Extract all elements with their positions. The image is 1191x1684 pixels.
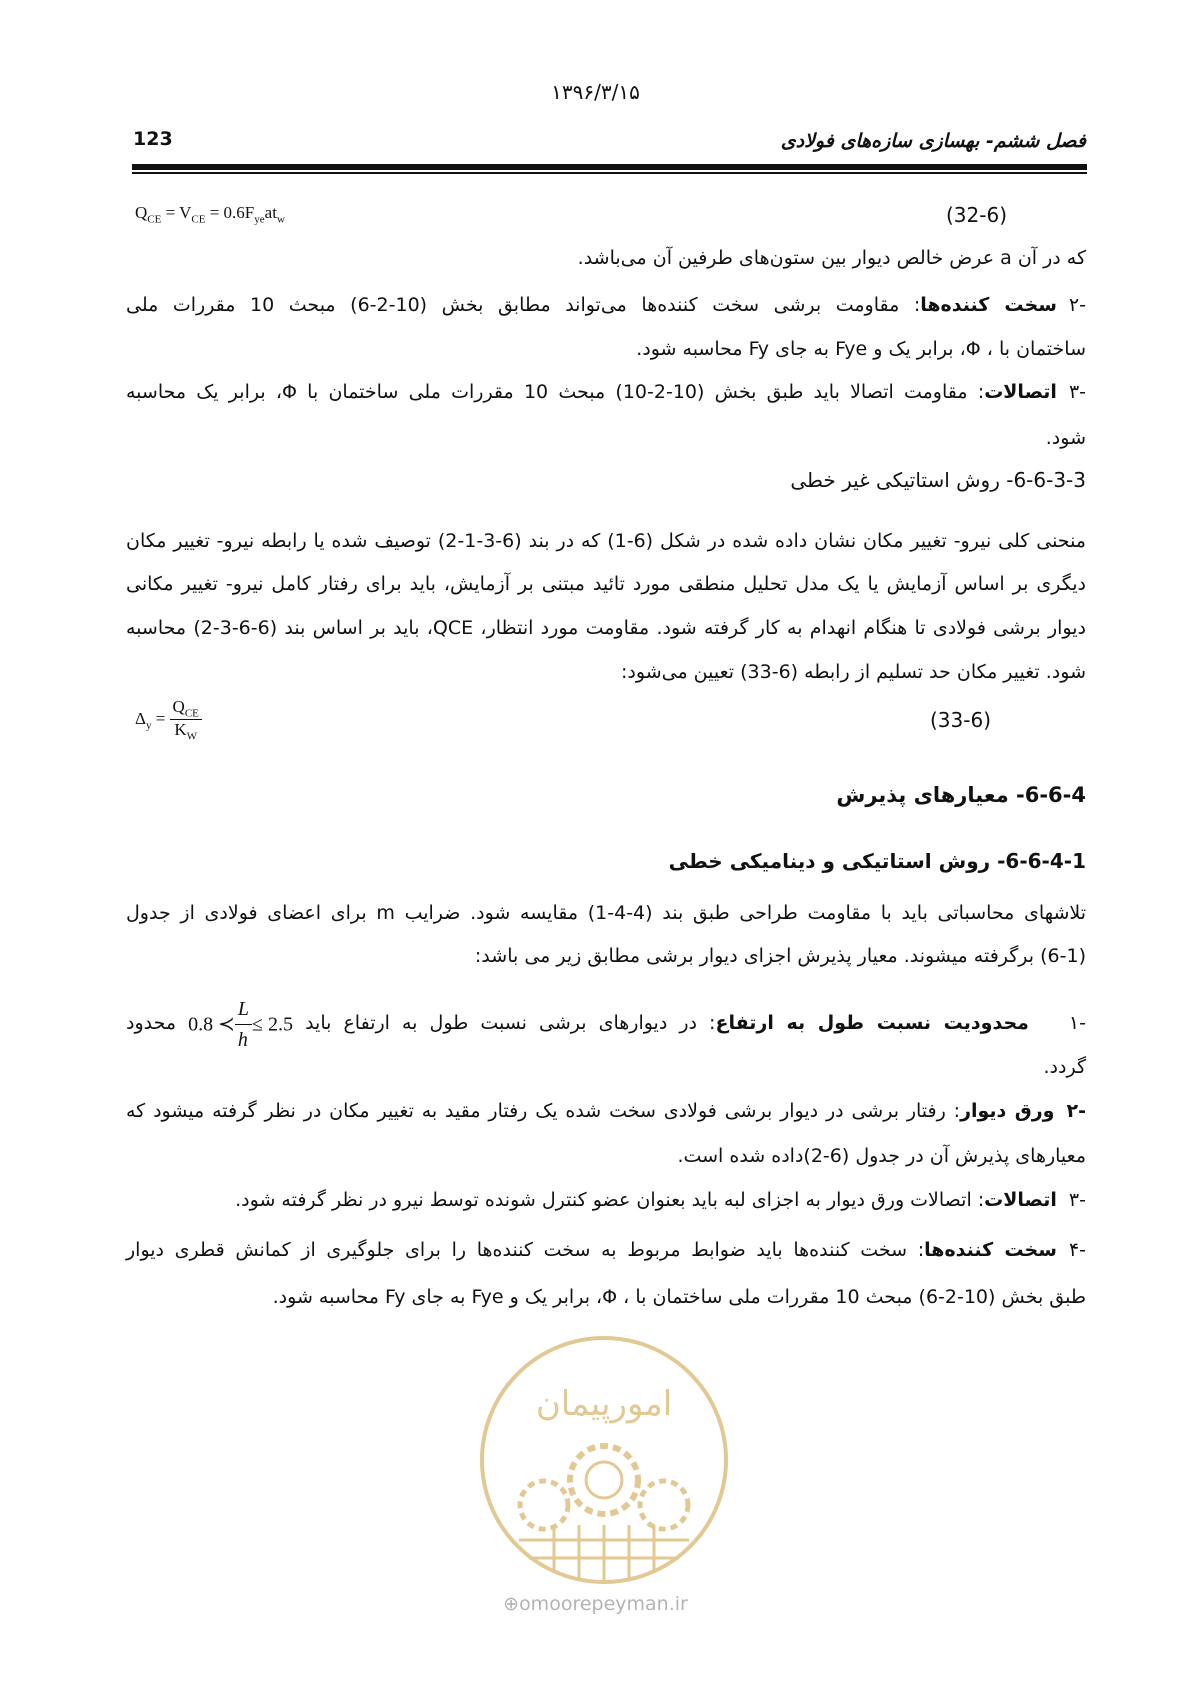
equation-33-6-fraction: $\frac{Q_{CE}}{K_W}$ bbox=[170, 697, 202, 743]
criterion-wall-plate-line2: معیارهای پذیرش آن در جدول (6-2)داده شده است. bbox=[677, 1145, 1086, 1167]
item-label: سخت کننده‌ها bbox=[920, 294, 1057, 316]
item-text: : رفتار برشی در دیوار برشی فولادی سخت شده یک رفتار مقید به تغییر مکان در نظر گرفته میشود که bbox=[126, 1100, 961, 1122]
section-nonlinear-static-heading: 6-6-3-3- روش استاتیکی غیر خطی bbox=[790, 468, 1086, 492]
page-date: ۱۳۹۶/۳/۱۵ bbox=[551, 80, 640, 104]
paragraph-acceptance-line1: تلاشهای محاسباتی باید با مقاومت طراحی طبق بند (4-4-1) مقایسه شود. ضرایب m برای اعضای فولادی از جدول bbox=[126, 902, 1087, 924]
aspect-ratio-formula: 0.8 ≺ $\frac{L}{h}$ ≤ 2.5 bbox=[188, 994, 293, 1055]
item-text: : در دیوارهای برشی نسبت طول به ارتفاع باید bbox=[305, 1012, 716, 1035]
paragraph-force-displacement-line3: دیوار برشی فولادی تا هنگام انهدام به کار گرفته شود. مقاومت مورد انتظار، QCE، باید بر اساس بند (6-6-3-2) محاسبه bbox=[126, 617, 1086, 639]
header-rule-thin bbox=[132, 172, 1087, 174]
paragraph-force-displacement-line4: شود. تغییر مکان حد تسلیم از رابطه (6-33) تعیین می‌شود: bbox=[621, 661, 1086, 683]
item-connections-line1 bbox=[126, 377, 1086, 407]
item-number: -۳ bbox=[1068, 1189, 1086, 1211]
criterion-stiffeners-line2: طبق بخش (10-2-6) مبحث 10 مقررات ملی ساختمان با ، Φ، برابر یک و Fye به جای Fy محاسبه شود. bbox=[272, 1286, 1086, 1308]
item-number: -۲ bbox=[1066, 1100, 1086, 1122]
watermark-icon: ⊕ bbox=[503, 1593, 520, 1615]
item-label: اتصالات bbox=[984, 1189, 1057, 1211]
page-number: 123 bbox=[133, 128, 173, 150]
watermark-logo bbox=[474, 1330, 734, 1590]
paragraph-force-displacement-line2: دیگری بر اساس آزمایش یا یک مدل تحلیل منطقی مورد تائید مبتنی بر آزمایش، باید برای رفتار کامل نیرو- تغییر مکانی bbox=[126, 573, 1086, 595]
item-label: سخت کننده‌ها bbox=[924, 1239, 1057, 1261]
paragraph-force-displacement-line1: منحنی کلی نیرو- تغییر مکان نشان داده شده در شکل (6-1) که در بند (6-3-1-2) توصیف شده یا رابطه نیرو- تغییر مکان bbox=[126, 530, 1086, 552]
item-label: اتصالات bbox=[984, 381, 1057, 403]
item-text: : اتصالات ورق دیوار به اجزای لبه باید بعنوان عضو کنترل شونده توسط نیرو در نظر گرفته شود. bbox=[235, 1189, 985, 1211]
item-label: ورق دیوار bbox=[960, 1100, 1055, 1122]
item-text: : مقاومت اتصالا باید طبق بخش (10-2-10) مبحث 10 مقررات ملی ساختمان با Φ، برابر یک محاسبه bbox=[126, 381, 985, 403]
equation-33-6-number: (33-6) bbox=[930, 708, 991, 732]
item-stiffeners-line2: ساختمان با ، Φ، برابر یک و Fye به جای Fy محاسبه شود. bbox=[636, 338, 1086, 360]
criterion-aspect-ratio-line2: گردد. bbox=[1043, 1056, 1086, 1078]
item-number: -۳ bbox=[1068, 381, 1087, 403]
chapter-title: فصل ششم- بهسازی سازه‌های فولادی bbox=[780, 130, 1086, 152]
header-rule-thick bbox=[132, 164, 1087, 170]
paragraph-definition-a: که در آن a عرض خالص دیوار بین ستون‌های طرفین آن می‌باشد. bbox=[577, 247, 1086, 269]
equation-32-6: $Q_{CE} = V_{CE} = 0.6F_{ye}at_w$ bbox=[135, 203, 285, 226]
item-number: -۲ bbox=[1068, 294, 1086, 316]
criterion-connections-line1 bbox=[126, 1185, 1086, 1215]
section-linear-procedures-heading: 6-6-4-1- روش استاتیکی و دینامیکی خطی bbox=[668, 849, 1086, 873]
paragraph-acceptance-line2: (6-1) برگرفته میشوند. معیار پذیرش اجزای دیوار برشی مطابق زیر می باشد: bbox=[474, 945, 1086, 967]
item-number: -۴ bbox=[1068, 1239, 1087, 1261]
section-acceptance-criteria-heading: 6-6-4- معیارهای پذیرش bbox=[836, 783, 1086, 807]
item-text: : سخت کننده‌ها باید ضوابط مربوط به سخت کننده‌ها را برای جلوگیری از کمانش قطری دیوار bbox=[126, 1239, 925, 1261]
item-connections-line2: شود. bbox=[1045, 427, 1086, 449]
item-label: محدودیت نسبت طول به ارتفاع bbox=[715, 1012, 1029, 1035]
item-text-end: محدود bbox=[126, 1012, 177, 1035]
item-text: : مقاومت برشی سخت کننده‌ها می‌تواند مطابق بخش (10-2-6) مبحث 10 مقررات ملی bbox=[126, 294, 921, 316]
item-number: -۱ bbox=[1068, 1012, 1086, 1035]
equation-32-6-number: (32-6) bbox=[946, 203, 1007, 227]
criterion-wall-plate-line1 bbox=[126, 1096, 1086, 1126]
criterion-stiffeners-line1 bbox=[126, 1235, 1086, 1265]
equation-33-6: $\Delta_y$ = $\frac{Q_{CE}}{K_W}$ bbox=[135, 697, 202, 743]
criterion-aspect-ratio-line1 bbox=[126, 994, 1086, 1055]
watermark-site: ⊕omoorepeyman.ir bbox=[503, 1593, 688, 1615]
watermark-logo-text: امورپیمان bbox=[535, 1384, 673, 1424]
item-stiffeners-line1 bbox=[126, 290, 1086, 320]
